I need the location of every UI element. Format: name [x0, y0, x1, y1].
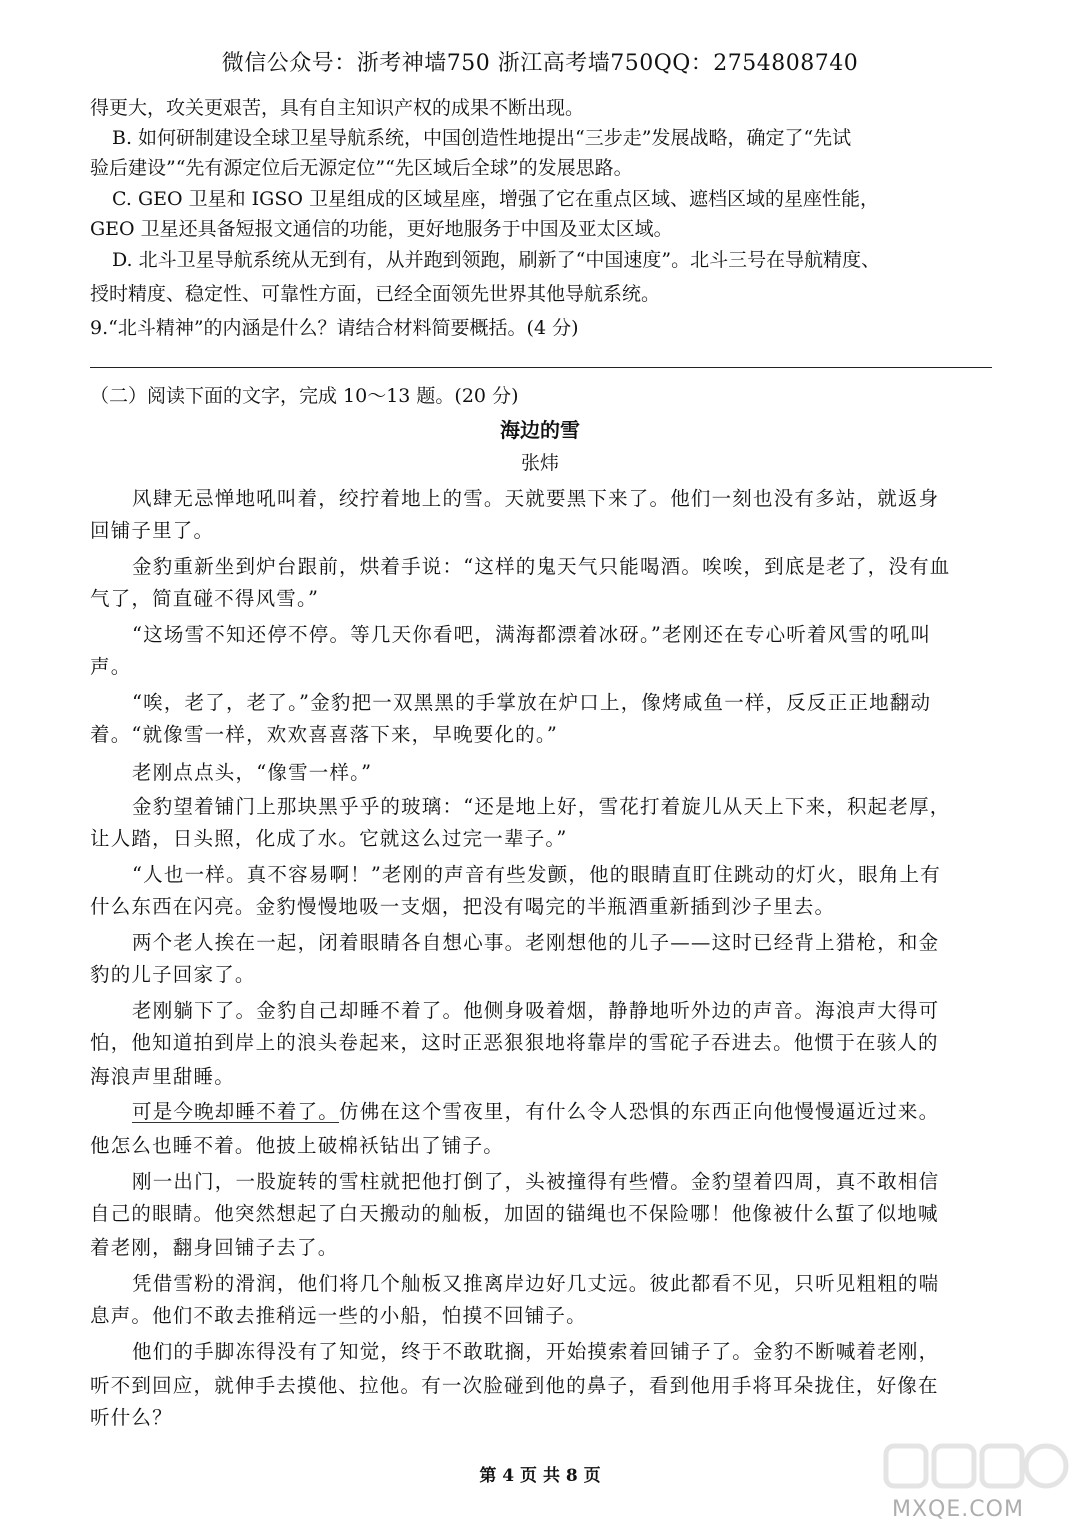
story-line: 金豹望着铺门上那块黑乎乎的玻璃：“还是地上好，雪花打着旋儿从天上下来，积起老厚，: [132, 795, 951, 818]
story-line: 气了，简直碰不得风雪。”: [90, 587, 320, 610]
story-line: 声。: [90, 655, 132, 678]
story-line: 让人踏，日头照，化成了水。它就这么过完一辈子。”: [90, 827, 568, 850]
story-line: 金豹重新坐到炉台跟前，烘着手说：“这样的鬼天气只能喝酒。唉唉，到底是老了，没有血: [132, 555, 951, 578]
story-line: 风肆无忌惮地吼叫着，绞拧着地上的雪。天就要黑下来了。他们一刻也没有多站，就返身: [132, 487, 940, 510]
story-line-continuation: 仿佛在这个雪夜里，有什么令人恐惧的东西正向他慢慢逼近过来。: [339, 1100, 940, 1123]
option-c: C. GEO 卫星和 IGSO 卫星组成的区域星座，增强了它在重点区域、遮档区域的星座性能，: [112, 188, 879, 210]
underlined-text: 可是今晚却睡不着了。: [132, 1100, 340, 1123]
story-line: 听不到回应，就伸手去摸他、拉他。有一次脸碰到他的鼻子，看到他用手将耳朵拢住，好像在: [90, 1374, 939, 1397]
story-line: 刚一出门，一股旋转的雪柱就把他打倒了，头被撞得有些懵。金豹望着四周，真不敢相信: [132, 1170, 940, 1193]
story-line: 两个老人挨在一起，闭着眼睛各自想心事。老刚想他的儿子——这时已经背上猎枪，和金: [132, 931, 940, 954]
text-line: 得更大，攻关更艰苦，具有自主知识产权的成果不断出现。: [90, 97, 585, 119]
story-line: 老刚躺下了。金豹自己却睡不着了。他侧身吸着烟，静静地听外边的声音。海浪声大得可: [132, 999, 940, 1022]
story-line: 海浪声里甜睡。: [90, 1065, 235, 1088]
watermark-text: MXQE.COM: [892, 1497, 1024, 1522]
section-intro: （二）阅读下面的文字，完成 10～13 题。(20 分): [90, 385, 519, 407]
text-line: 授时精度、稳定性、可靠性方面，已经全面领先世界其他导航系统。: [90, 283, 661, 305]
story-line: 着。“就像雪一样，欢欢喜喜落下来，早晚要化的。”: [90, 723, 558, 746]
story-line: 凭借雪粉的滑润，他们将几个舢板又推离岸边好几丈远。彼此都看不见，只听见粗粗的喘: [132, 1272, 940, 1295]
story-line: 老刚点点头，“像雪一样。”: [132, 761, 373, 784]
story-line: 豹的儿子回家了。: [90, 963, 256, 986]
answer-line: [90, 367, 992, 368]
story-line: “人也一样。真不容易啊！”老刚的声音有些发颤，他的眼睛直盯住跳动的灯火，眼角上有: [132, 863, 941, 886]
text-line: GEO 卫星还具备短报文通信的功能，更好地服务于中国及亚太区域。: [90, 218, 673, 240]
question-9: 9.“北斗精神”的内涵是什么？请结合材料简要概括。(4 分): [90, 317, 579, 339]
option-b: B. 如何研制建设全球卫星导航系统，中国创造性地提出“三步走”发展战略，确定了“先试: [112, 127, 852, 149]
page-header: 微信公众号：浙考神墙750 浙江高考墙750QQ：2754808740: [221, 51, 859, 76]
option-d: D. 北斗卫星导航系统从无到有，从并跑到领跑，刷新了“中国速度”。北斗三号在导航精度、: [112, 249, 881, 271]
story-title: 海边的雪: [500, 418, 580, 442]
story-line: “这场雪不知还停不停。等几天你看吧，满海都漂着冰砑。”老刚还在专心听着风雪的吼叫: [132, 623, 932, 646]
story-line: 息声。他们不敢去推稍远一些的小船，怕摸不回铺子。: [90, 1304, 587, 1327]
story-line: 什么东西在闪亮。金豹慢慢地吸一支烟，把没有喝完的半瓶酒重新插到沙子里去。: [90, 895, 836, 918]
story-line: 怕，他知道拍到岸上的浪头卷起来，这时正恶狠狠地将靠岸的雪砣子吞进去。他惯于在骇人的: [90, 1031, 939, 1054]
story-line: 自己的眼睛。他突然想起了白天搬动的舢板，加固的锚绳也不保险哪！他像被什么蜇了似地喊: [90, 1202, 939, 1225]
story-line: 听什么？: [90, 1406, 173, 1429]
underlined-sentence: [132, 1095, 939, 1129]
story-author: 张炜: [520, 452, 559, 474]
story-line: “唉，老了，老了。”金豹把一双黑黑的手掌放在炉口上，像烤咸鱼一样，反反正正地翻动: [132, 691, 932, 714]
page-number: 第 4 页 共 8 页: [479, 1466, 601, 1486]
story-line: 回铺子里了。: [90, 519, 215, 542]
text-line: 验后建设”“先有源定位后无源定位”“先区域后全球”的发展思路。: [90, 157, 633, 179]
story-line: 他怎么也睡不着。他披上破棉袄钻出了铺子。: [90, 1134, 505, 1157]
story-line: 着老刚，翻身回铺子去了。: [90, 1236, 339, 1259]
story-line: 他们的手脚冻得没有了知觉，终于不敢耽搁，开始摸索着回铺子了。金豹不断喊着老刚，: [132, 1340, 940, 1363]
